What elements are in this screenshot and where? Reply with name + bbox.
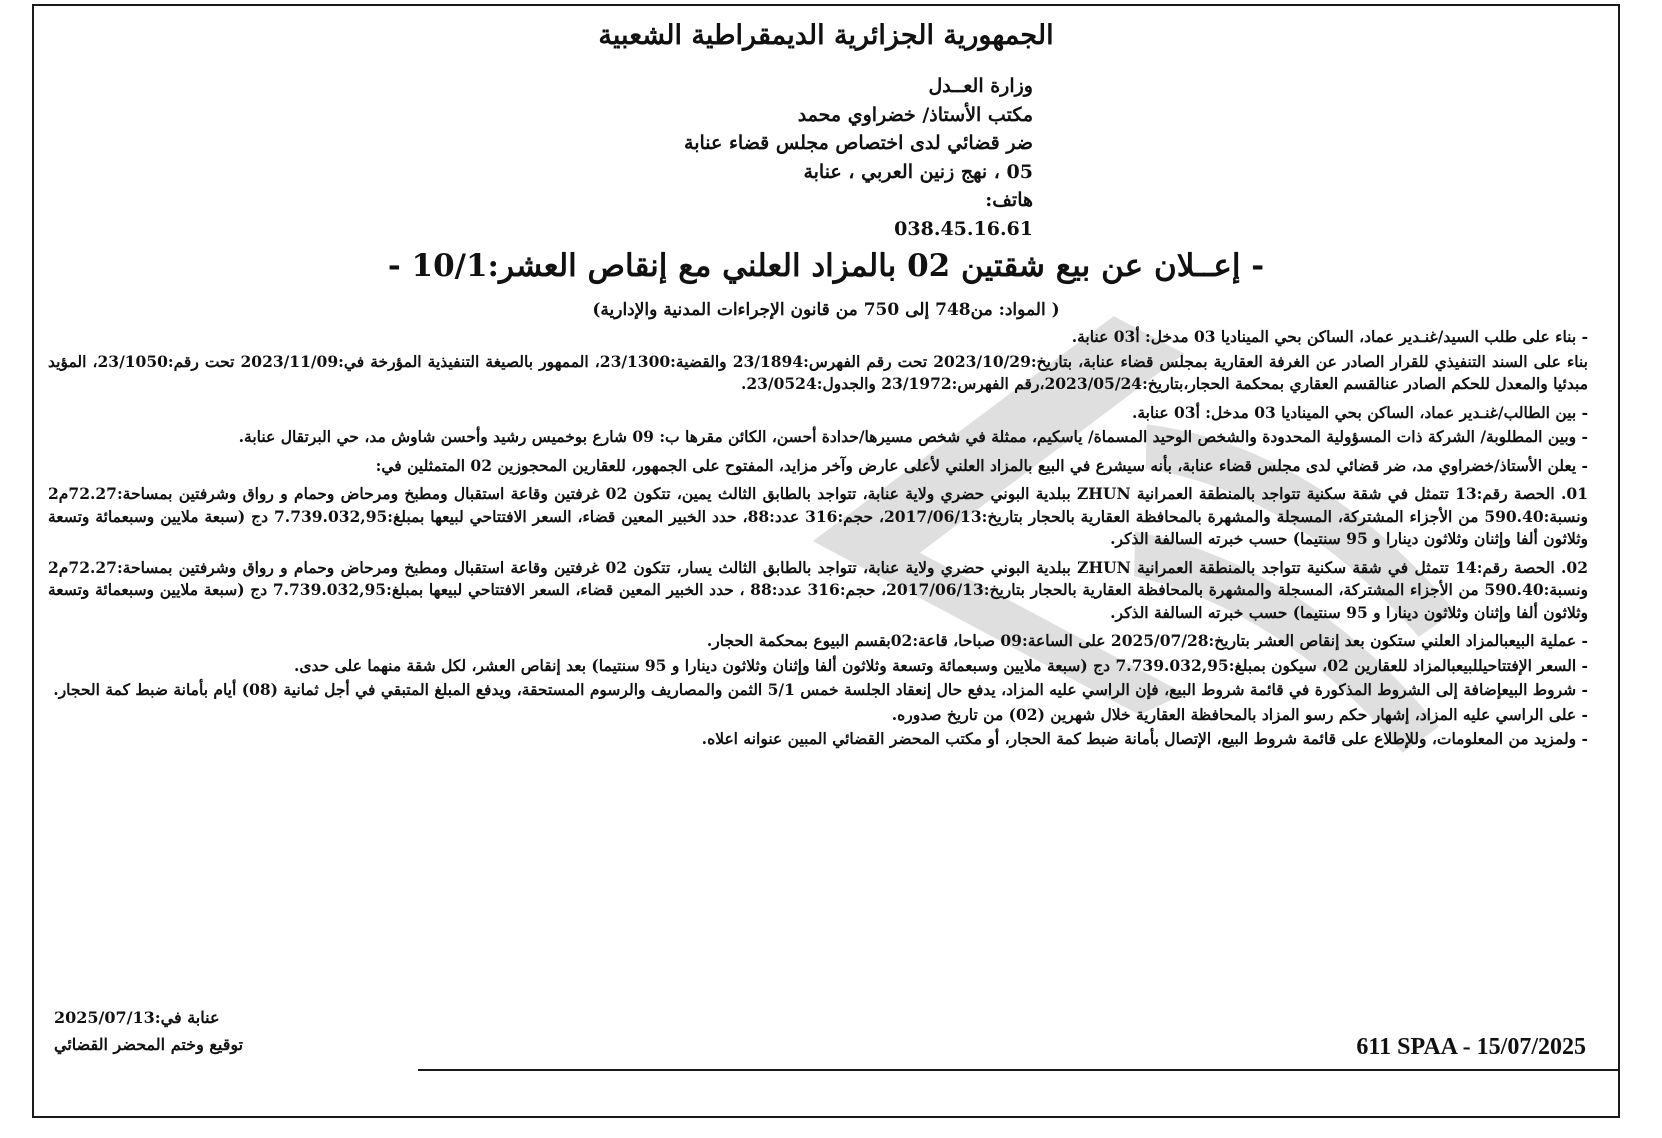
announcement-frame: [32, 4, 1620, 1118]
announcement-title: - إعــلان عن بيع شقتين 02 بالمزاد العلني مع إنقاص العشر:10/1 -: [387, 248, 1265, 284]
paragraph-auction-date: - عملية البيعبالمزاد العلني ستكون بعد إنقاص العشر بتاريخ:2025/07/28 على الساعة:09 صباحا، قاعة:02بقسم البيوع بمحكمة الحجار.: [706, 631, 1588, 650]
paragraph-defendant: - وبين المطلوبة/ الشركة ذات المسؤولية المحدودة والشخص الوحيد المسماة/ ياسكيم، ممثلة في شخص مسيرها/حدادة أحسن، الكائن مقرها ب: 09 شارع بوخميس رشيد وأحسن شاوش مد، حي البرتقال عنابة.: [238, 427, 1588, 446]
paragraph-lot-1: 01. الحصة رقم:13 تتمثل في شقة سكنية تتواجد بالمنطقة العمرانية ZHUN ببلدية البوني حضري ولاية عنابة، تتواجد بالطابق الثالث يمين، تتكون 02 غرفتين وقاعة استقبال ومطبخ ومرحاض وحمام و رواق وشرفتين بمساحة:72.27م2 ونسبة:590.40 من الأجزاء المشتركة، المسجلة والمشهرة بالمحافظة العقارية بالحجار بتاريخ:2017/06/13، حجم:316 عدد:88، حدد الخبير المعين قضاء، السعر الافتتاحي لبيعها بمبلغ:7.739.032,95 دج (سبعة ملايين وسبعمائة وتسعة وثلاثون ألفا وإثنان وثلاثون دينارا و 95 سنتيما) حسب خبرته السالفة الذكر.: [48, 484, 1588, 548]
paragraph-sale-conditions: - شروط البيعإضافة إلى الشروط المذكورة في قائمة شروط البيع، فإن الراسي عليه المزاد، يدفع حال إنعقاد الجلسة خمس 5/1 الثمن والمصاريف والرسوم المستحقة، ويدفع المبلغ المتبقي في أجل ثمانية (08) أيام بأمانة ضبط كمة الحجار.: [53, 680, 1588, 699]
paragraph-more-info: - ولمزيد من المعلومات، وللإطلاع على قائمة شروط البيع، الإتصال بأمانة ضبط كمة الحجار، أو مكتب المحضر القضائي المبين عنوانه اعلاه.: [701, 729, 1588, 748]
paragraph-publication: - على الراسي عليه المزاد، إشهار حكم رسو المزاد بالمحافظة العقارية خلال شهرين (02) من تاريخ صدوره.: [891, 704, 1588, 724]
signature-place-date: عنابة في:2025/07/13: [54, 1008, 220, 1027]
office-address: 05 ، نهج زنين العربي ، عنابة: [803, 160, 1033, 183]
office-role: ضر قضائي لدى اختصاص مجلس قضاء عنابة: [684, 132, 1033, 154]
paragraph-notice: - يعلن الأستاذ/خضراوي مد، ضر قضائي لدى مجلس قضاء عنابة، بأنه سيشرع في البيع بالمزاد العلني لأعلى عارض وآخر مزايد، المفتوح على الجمهور، للعقارين المحجوزين 02 المتمثلين في:: [375, 455, 1588, 475]
paragraph-legal-basis: بناء على السند التنفيذي للقرار الصادر عن الغرفة العقارية بمجلس قضاء عنابة، بتاريخ:2023/10/29 تحت رقم الفهرس:23/1894 والقضية:23/1300، الممهور بالصيغة التنفيذية المؤرخة في:2023/11/09 تحت رقم:23/1050، المؤيد مبدئيا والمعدل للحكم الصادر عنالقسم العقاري بمحكمة الحجار،بتاريخ:2023/05/24،رقم الفهرس:23/1972 والجدول:23/0524.: [48, 351, 1588, 393]
office-block: [684, 72, 1033, 243]
phone-label: هاتف:: [985, 189, 1033, 211]
office-phone: 038.45.16.61: [894, 217, 1033, 240]
office-name: مكتب الأستاذ/ خضراوي محمد: [797, 103, 1033, 126]
ministry-name: وزارة العــدل: [928, 75, 1033, 97]
publication-reference: 611 SPAA - 15/07/2025: [1356, 1034, 1586, 1060]
paragraph-request: - بناء على طلب السيد/غنـدير عماد، الساكن بحي الميناديا 03 مدخل: أ03 عنابة.: [1071, 327, 1588, 346]
announcement-subtitle: ( المواد: من748 إلى 750 من قانون الإجراءات المدنية والإدارية): [592, 300, 1060, 320]
paragraph-lot-2: 02. الحصة رقم:14 تتمثل في شقة سكنية تتواجد بالمنطقة العمرانية ZHUN ببلدية البوني حضري ولاية عنابة، تتواجد بالطابق الثالث يسار، تتكون 02 غرفتين وقاعة استقبال ومطبخ ومرحاض وحمام و رواق وشرفتين بمساحة:72.27م2 ونسبة:590.40 من الأجزاء المشتركة، المسجلة والمشهرة بالمحافظة العقارية بالحجار بتاريخ:2017/06/13، حجم:316 عدد:88 ، حدد الخبير المعين قضاء، السعر الافتتاحي لبيعها بمبلغ:7.739.032,95 دج (سبعة ملايين وسبعمائة وتسعة وثلاثون ألفا وإثنان وثلاثون دينارا و 95 سنتيما) حسب خبرته السالفة الذكر.: [48, 557, 1588, 622]
paragraph-opening-price: - السعر الإفتتاحيللبيعبالمزاد للعقارين 02، سيكون بمبلغ:7.739.032,95 دج (سبعة ملايين وسبعمائة وتسعة وثلاثون ألفا وإثنان وثلاثون دينارا و 95 سنتيما) بعد إنقاص العشر، لكل شقة منهما على حدى.: [294, 655, 1588, 675]
signature-label: توقيع وختم المحضر القضائي: [54, 1035, 244, 1054]
header: [34, 14, 1618, 58]
paragraph-applicant: - بين الطالب/غنـدير عماد، الساكن بحي الميناديا 03 مدخل: أ03 عنابة.: [1131, 402, 1588, 422]
office-phone-line: [684, 186, 1033, 215]
republic-heading: الجمهورية الجزائرية الديمقراطية الشعبية: [598, 20, 1054, 51]
reference-divider: [418, 1069, 1618, 1071]
announcement-body: [48, 326, 1588, 753]
